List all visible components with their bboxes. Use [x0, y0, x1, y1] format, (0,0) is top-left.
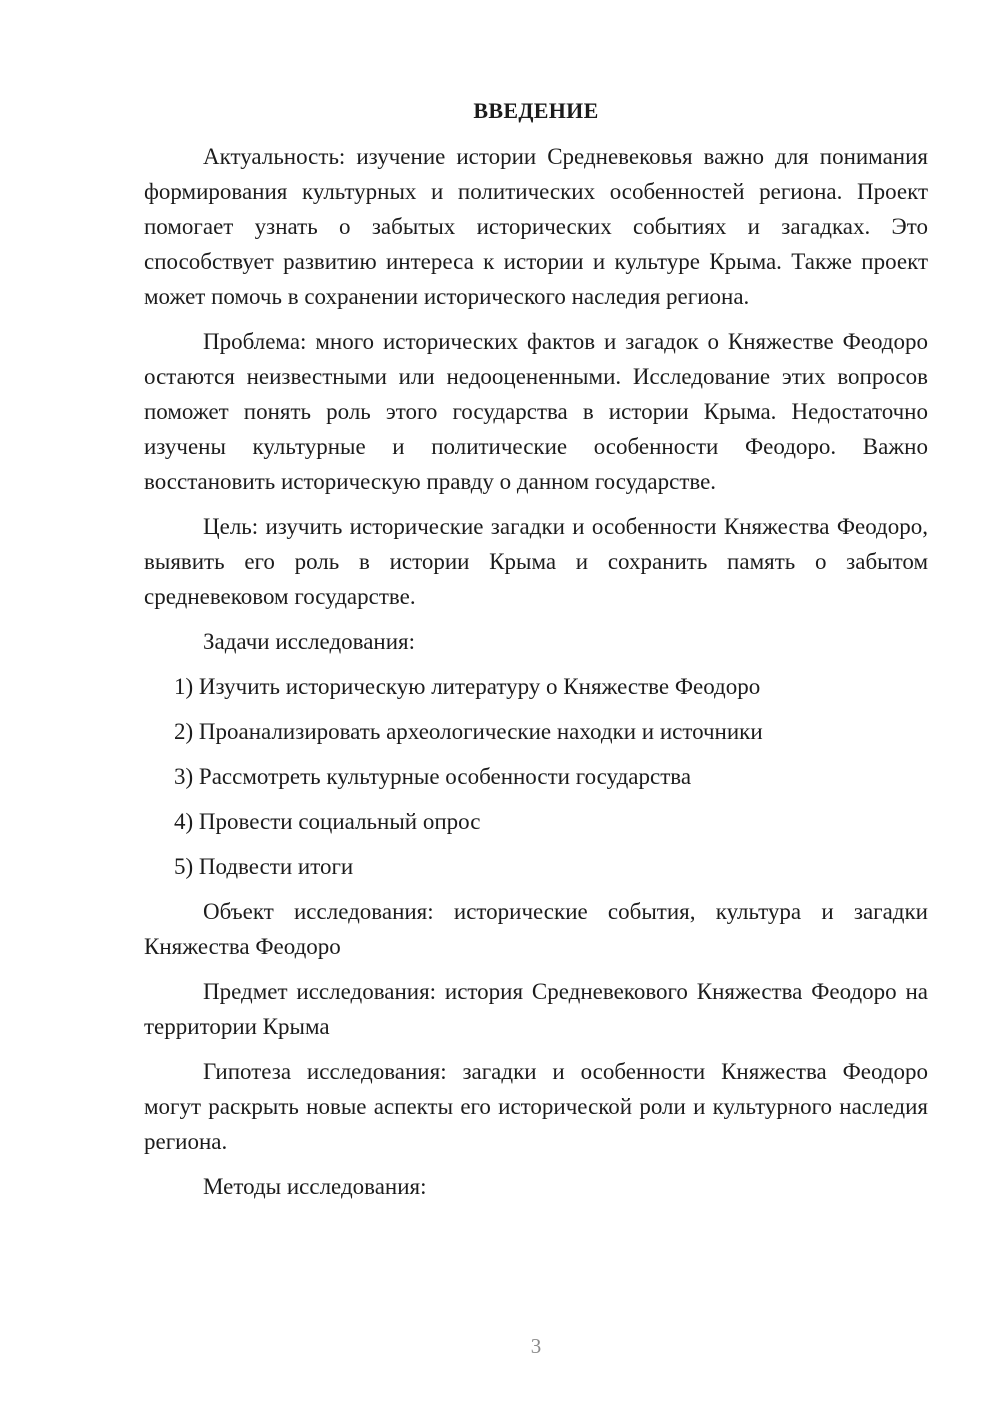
- list-item: 3) Рассмотреть культурные особенности государства: [174, 764, 692, 789]
- list-item: 4) Провести социальный опрос: [174, 809, 481, 834]
- page-number: 3: [530, 1334, 542, 1358]
- relevance-paragraph: Актуальность: изучение истории Средневековья важно для понимания формирования культурных и политических особенностей региона. Проект помогает узнать о забытых исторических событиях и загадках. Это способствует развитию интереса к истории и культуре Крыма. Также проект может помочь в сохранении исторического наследия региона.: [144, 144, 928, 309]
- subject-paragraph: Предмет исследования: история Средневекового Княжества Феодоро на территории Крыма: [144, 979, 928, 1039]
- document-page: [144, 95, 928, 1214]
- tasks-list: [144, 669, 928, 884]
- page-title: ВВЕДЕНИЕ: [473, 98, 599, 123]
- list-item: 2) Проанализировать археологические находки и источники: [174, 719, 763, 744]
- list-item: 1) Изучить историческую литературу о Княжестве Феодоро: [174, 674, 761, 699]
- goal-paragraph: Цель: изучить исторические загадки и особенности Княжества Феодоро, выявить его роль в истории Крыма и сохранить память о забытом средневековом государстве.: [144, 514, 928, 609]
- object-paragraph: Объект исследования: исторические события, культура и загадки Княжества Феодоро: [144, 899, 928, 959]
- problem-paragraph: Проблема: много исторических фактов и загадок о Княжестве Феодоро остаются неизвестными или недооцененными. Исследование этих вопросов поможет понять роль этого государства в истории Крыма. Недостаточно изучены культурные и политические особенности Феодоро. Важно восстановить историческую правду о данном государстве.: [144, 329, 928, 494]
- tasks-heading: Задачи исследования:: [203, 629, 416, 654]
- methods-heading: Методы исследования:: [203, 1174, 427, 1199]
- list-item: 5) Подвести итоги: [174, 854, 354, 879]
- hypothesis-paragraph: Гипотеза исследования: загадки и особенности Княжества Феодоро могут раскрыть новые аспекты его исторической роли и культурного наследия региона.: [144, 1059, 928, 1154]
